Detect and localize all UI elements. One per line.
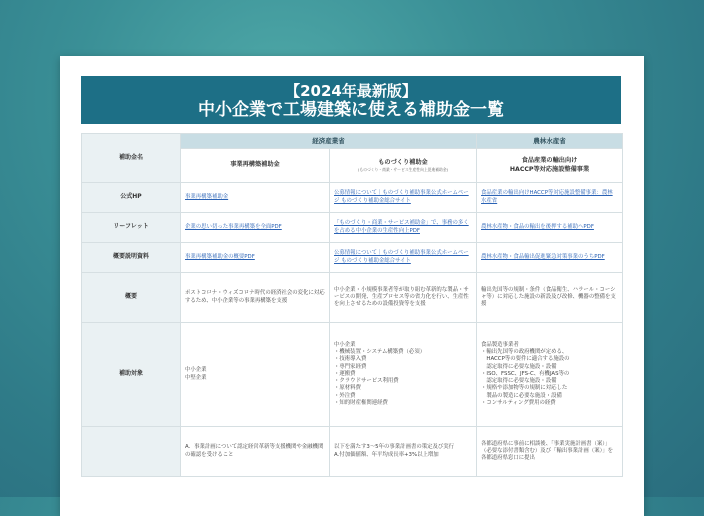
overview-haccp: 輸出先国等の規制・条件（食品衛生、ハラール・コーシャ等）に対応した施設の新設及び改修、機器の整備を支援 [477,273,623,323]
requirements-haccp: 各都道府県に事前に相談後、「事業実施計画書（案）」（必要な添付書類含む）及び「輸出事業計画（案）」を各都道府県窓口に提出 [477,427,623,477]
subsidy-name-haccp: 食品産業の輸出向け HACCP等対応施設整備事業 [477,149,623,183]
row-label-subsidy-name: 補助金名 [82,134,181,183]
official-hp-link-restructuring[interactable]: 事業再構築補助金 [185,193,229,200]
row-label-leaflet: リーフレット [82,213,181,243]
table-cell [477,243,623,273]
table-row [82,273,623,323]
document-sheet [60,56,644,516]
subsidy-name-monozukuri-note: (ものづくり・商業・サービス生産性向上促進補助金) [357,167,449,173]
summary-link-monozukuri[interactable]: 公募情報について｜ものづくり補助事業公式ホームページ ものづくり補助金総合サイト [334,250,469,264]
table-row [82,243,623,273]
overview-restructuring: ポストコロナ・ウィズコロナ時代の経済社会の変化に対応するため、中小企業等の事業再構築を支援 [181,273,330,323]
requirements-monozukuri: 以下を満たす3～5年の事業計画書の策定及び実行 A.付加価値額、年平均成長率+3%以上増加 [330,427,477,477]
leaflet-link-monozukuri[interactable]: 「ものづくり・商業・サービス補助金」で、事務の多くを占める中小企業の生産性向上PDF [334,220,469,234]
table-cell [181,243,330,273]
target-haccp: 食品製造事業者 ・輸出先国等の政府機関が定める、 HACCP等の要件に適合する施設の 認定取得に必要な施設・設備 ・ISO、FSSC、JFS-C、有機JAS等の 認定取得に必要な施設・設備 ・規格や添加物等の規制に対応した 製品の製造に必要な施設・設備 ・コンサルティング費用の経費 [477,323,623,427]
table-row [82,323,623,427]
table-cell [330,213,477,243]
leaflet-link-restructuring[interactable]: 企業の思い切った事業再構築を全面PDF [185,223,282,230]
summary-link-restructuring[interactable]: 事業再構築補助金の概要PDF [185,253,255,260]
subsidy-table [81,133,623,477]
subsidy-name-restructuring: 事業再構築補助金 [181,149,330,183]
table-row [82,213,623,243]
row-label-summary-docs: 概要説明資料 [82,243,181,273]
title-year-label: 【2024年最新版】 [285,82,417,100]
page-title: 中小企業で工場建築に使える補助金一覧 [198,100,504,120]
target-restructuring: 中小企業 中堅企業 [181,323,330,427]
row-label-target: 補助対象 [82,323,181,427]
table-cell [330,243,477,273]
leaflet-link-haccp[interactable]: 農林水産物・食品の輸出を後押する補助へPDF [481,223,594,230]
overview-monozukuri: 中小企業・小規模事業者等が取り組む革新的な製品・サービスの開発、生産プロセス等の省力化を行い、生産性を向上させるための設備投資等を支援 [330,273,477,323]
official-hp-link-monozukuri[interactable]: 公募情報について｜ものづくり補助事業公式ホームページ ものづくり補助金総合サイト [334,190,469,204]
table-cell [477,183,623,213]
requirements-restructuring: A．事業計画について認定経営革新等支援機関や金融機関の確認を受けること [181,427,330,477]
table-cell [477,213,623,243]
row-label-official-hp: 公式HP [82,183,181,213]
summary-link-haccp[interactable]: 農林水産物・食品輸出促進緊急対策事業のうちPDF [481,253,605,260]
table-row [82,427,623,477]
table-cell [330,183,477,213]
table-cell [181,183,330,213]
ministry-maff: 農林水産省 [477,134,623,149]
subsidy-name-monozukuri [330,149,477,183]
official-hp-link-haccp[interactable]: 食品産業の輸出向けHACCP等対応施設整備事業：農林水産省 [481,190,613,204]
title-banner [81,76,621,124]
row-label-overview: 概要 [82,273,181,323]
ministry-meti: 経済産業省 [181,134,477,149]
subsidy-name-monozukuri-label: ものづくり補助金 [378,158,428,166]
row-label-requirements [82,427,181,477]
table-cell [181,213,330,243]
table-row [82,183,623,213]
target-monozukuri: 中小企業 ・機械装置・システム構築費（必須） ・技術導入費 ・専門家経費 ・運搬費 ・クラウドサービス利用費 ・原材料費 ・外注費 ・知的財産権関連経費 [330,323,477,427]
ministry-header-row [82,134,623,149]
